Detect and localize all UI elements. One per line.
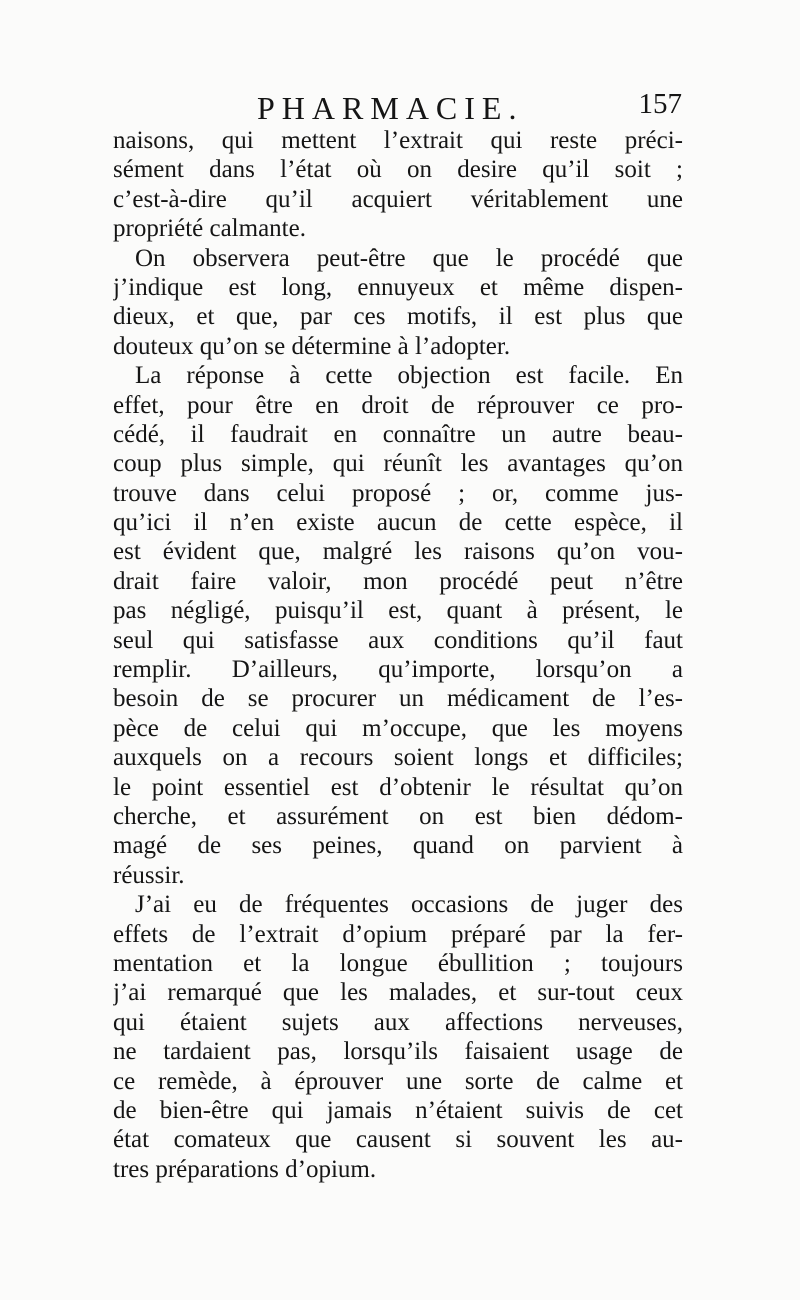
text-line: sément dans l’état où on desire qu’il soit ; xyxy=(113,156,683,184)
text-line: est évident que, malgré les raisons qu’on vou- xyxy=(113,538,683,566)
text-line: cherche, et assurément on est bien dédom- xyxy=(113,802,683,830)
text-line: La réponse à cette objection est facile. En xyxy=(135,362,683,390)
page-number: 157 xyxy=(638,88,682,120)
text-line: qui étaient sujets aux affections nerveuses, xyxy=(113,1008,683,1036)
text-line: pèce de celui qui m’occupe, que les moyens xyxy=(113,714,683,742)
text-line: On observera peut-être que le procédé que xyxy=(135,244,683,272)
text-line: besoin de se procurer un médicament de l’es- xyxy=(113,685,683,713)
text-line: de bien-être qui jamais n’étaient suivis de cet xyxy=(113,1096,683,1124)
text-line: auxquels on a recours soient longs et difficiles; xyxy=(113,744,683,772)
text-line: ne tardaient pas, lorsqu’ils faisaient usage de xyxy=(113,1038,683,1066)
text-line: douteux qu’on se détermine à l’adopter. xyxy=(113,332,511,360)
text-line: j’ai remarqué que les malades, et sur-tout ceux xyxy=(113,979,683,1007)
text-line: seul qui satisfasse aux conditions qu’il faut xyxy=(113,626,683,654)
text-line: ce remède, à éprouver une sorte de calme et xyxy=(113,1067,683,1095)
text-line: qu’ici il n’en existe aucun de cette espèce, il xyxy=(113,509,683,537)
text-line: pas négligé, puisqu’il est, quant à présent, le xyxy=(113,597,683,625)
text-line: J’ai eu de fréquentes occasions de juger des xyxy=(135,891,683,919)
text-line: dieux, et que, par ces motifs, il est plus que xyxy=(113,303,683,331)
running-title: PHARMACIE. xyxy=(257,90,524,126)
text-line: effet, pour être en droit de réprouver ce pro- xyxy=(113,391,683,419)
text-line: état comateux que causent si souvent les au- xyxy=(113,1126,683,1154)
text-line: le point essentiel est d’obtenir le résultat qu’on xyxy=(113,773,683,801)
text-line: effets de l’extrait d’opium préparé par la fer- xyxy=(113,920,683,948)
text-line: réussir. xyxy=(113,861,185,889)
text-line: mentation et la longue ébullition ; toujours xyxy=(113,949,683,977)
text-line: drait faire valoir, mon procédé peut n’être xyxy=(113,567,683,595)
text-line: remplir. D’ailleurs, qu’importe, lorsqu’on a xyxy=(113,656,683,684)
text-line: propriété calmante. xyxy=(113,215,306,243)
text-line: tres préparations d’opium. xyxy=(113,1155,377,1183)
text-line: magé de ses peines, quand on parvient à xyxy=(113,832,683,860)
text-line: coup plus simple, qui réunît les avantages qu’on xyxy=(113,450,683,478)
main-text xyxy=(113,126,683,1183)
text-line: naisons, qui mettent l’extrait qui reste préci- xyxy=(113,127,683,154)
text-line: trouve dans celui proposé ; or, comme jus- xyxy=(113,479,683,507)
page-header xyxy=(112,88,682,130)
text-line: cédé, il faudrait en connaître un autre beau- xyxy=(113,420,683,448)
text-line: c’est-à-dire qu’il acquiert véritablement une xyxy=(113,185,683,213)
text-line: j’indique est long, ennuyeux et même dispen- xyxy=(113,273,683,301)
